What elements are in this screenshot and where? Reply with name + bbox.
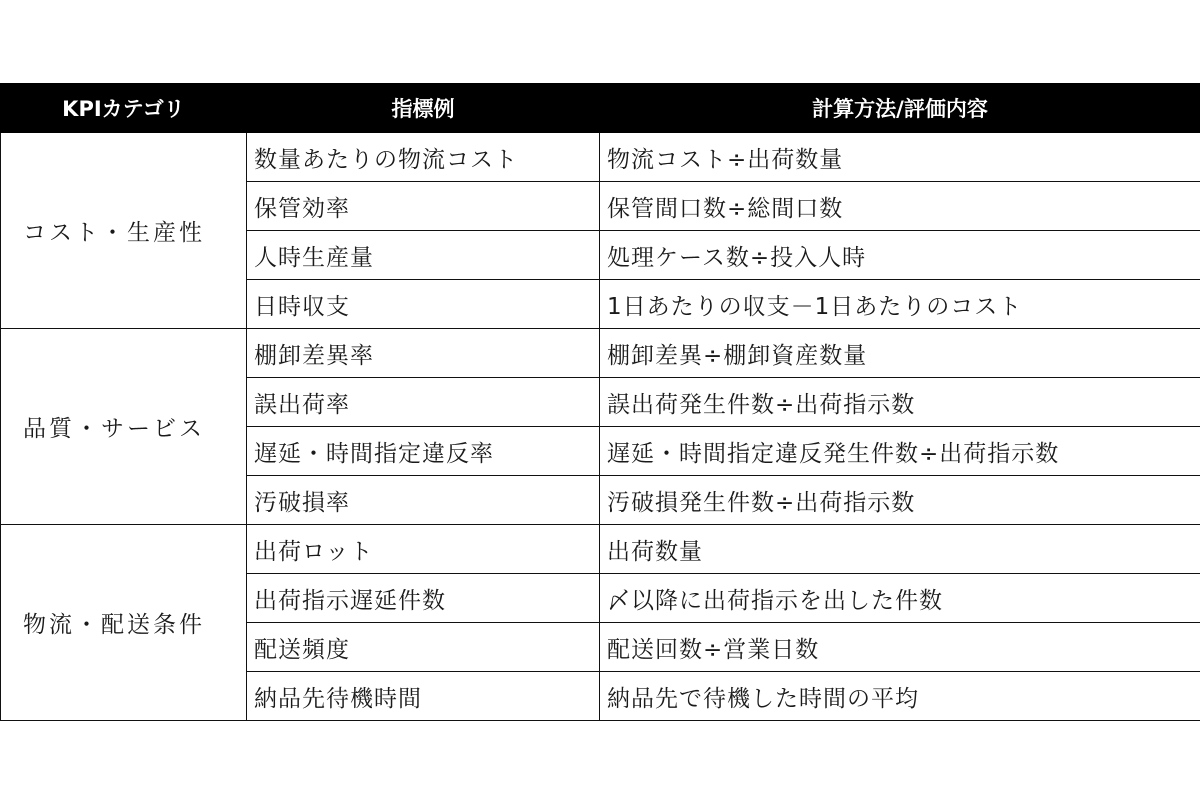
indicator-cell: 出荷指示遅延件数 [247, 574, 600, 623]
indicator-cell: 配送頻度 [247, 623, 600, 672]
indicator-cell: 人時生産量 [247, 231, 600, 280]
indicator-cell: 遅延・時間指定違反率 [247, 427, 600, 476]
calculation-cell: 1日あたりの収支－1日あたりのコスト [600, 280, 1200, 329]
calculation-cell: 〆以降に出荷指示を出した件数 [600, 574, 1200, 623]
header-row [1, 84, 1200, 133]
calculation-cell: 出荷数量 [600, 525, 1200, 574]
category-cell: 品質・サービス [1, 329, 247, 525]
header-calculation-method: 計算方法/評価内容 [600, 84, 1200, 133]
indicator-cell: 誤出荷率 [247, 378, 600, 427]
table-body [1, 133, 1200, 721]
calculation-cell: 遅延・時間指定違反発生件数÷出荷指示数 [600, 427, 1200, 476]
calculation-cell: 納品先で待機した時間の平均 [600, 672, 1200, 721]
calculation-cell: 汚破損発生件数÷出荷指示数 [600, 476, 1200, 525]
calculation-cell: 誤出荷発生件数÷出荷指示数 [600, 378, 1200, 427]
table-row [1, 329, 1200, 378]
calculation-cell: 棚卸差異÷棚卸資産数量 [600, 329, 1200, 378]
calculation-cell: 保管間口数÷総間口数 [600, 182, 1200, 231]
indicator-cell: 数量あたりの物流コスト [247, 133, 600, 182]
category-cell: コスト・生産性 [1, 133, 247, 329]
indicator-cell: 棚卸差異率 [247, 329, 600, 378]
table-row [1, 133, 1200, 182]
calculation-cell: 物流コスト÷出荷数量 [600, 133, 1200, 182]
indicator-cell: 汚破損率 [247, 476, 600, 525]
header-indicator-example: 指標例 [247, 84, 600, 133]
table-row [1, 525, 1200, 574]
indicator-cell: 保管効率 [247, 182, 600, 231]
category-cell: 物流・配送条件 [1, 525, 247, 721]
indicator-cell: 納品先待機時間 [247, 672, 600, 721]
calculation-cell: 処理ケース数÷投入人時 [600, 231, 1200, 280]
header-kpi-category: KPIカテゴリ [1, 84, 247, 133]
table-header [1, 84, 1200, 133]
calculation-cell: 配送回数÷営業日数 [600, 623, 1200, 672]
indicator-cell: 日時収支 [247, 280, 600, 329]
kpi-table [0, 83, 1200, 721]
indicator-cell: 出荷ロット [247, 525, 600, 574]
